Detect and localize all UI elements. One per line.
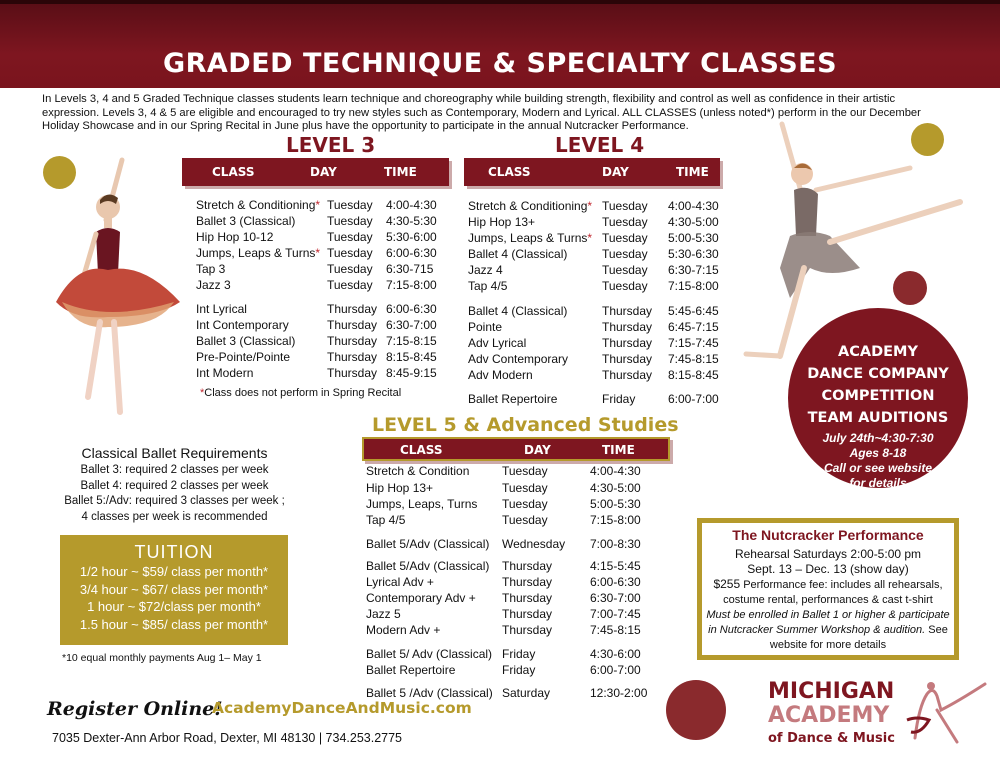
- class-time: 7:15-8:00: [590, 513, 641, 527]
- class-time: 6:00-7:00: [668, 392, 719, 406]
- class-time: 7:15-8:15: [386, 334, 437, 348]
- class-name: Jazz 3: [196, 278, 231, 292]
- logo-line2: ACADEMY: [768, 703, 890, 728]
- class-time: 6:00-6:30: [590, 575, 641, 589]
- class-day: Tuesday: [602, 199, 648, 213]
- audition-call-details: for details: [849, 476, 907, 490]
- class-name: Tap 4/5: [468, 279, 508, 293]
- class-time: 7:15-8:00: [668, 279, 719, 293]
- class-time: 7:15-7:45: [668, 336, 719, 350]
- asterisk-mark: *: [587, 231, 593, 245]
- nutcracker-website-note: See website for more details: [769, 624, 948, 651]
- class-time: 4:15-5:45: [590, 559, 641, 573]
- tuition-line: 1.5 hour ~ $85/ class per month*: [79, 616, 269, 632]
- level5-table-header: [362, 437, 670, 461]
- class-name: Ballet Repertoire: [468, 392, 558, 406]
- tuition-line: 1 hour ~ $72/class per month*: [87, 599, 261, 614]
- class-name: Stretch & Conditioning*: [196, 198, 321, 212]
- level3-header-time: TIME: [384, 165, 417, 179]
- level4-row: [0, 198, 1000, 214]
- class-name: Jazz 5: [366, 607, 401, 621]
- class-day: Thursday: [327, 334, 378, 348]
- class-time: 6:00-7:00: [590, 663, 641, 677]
- class-day: Thursday: [502, 607, 553, 621]
- class-name: Lyrical Adv +: [366, 575, 434, 589]
- class-time: 4:30-5:00: [668, 215, 719, 229]
- class-day: Tuesday: [327, 262, 373, 276]
- class-name: Hip Hop 10-12: [196, 230, 274, 244]
- class-time: 5:45-6:45: [668, 304, 719, 318]
- requirement-line: Ballet 5:/Adv: required 3 classes per week ;: [64, 495, 285, 507]
- class-time: 4:00-4:30: [590, 464, 641, 478]
- class-day: Friday: [602, 392, 636, 406]
- title-banner: [0, 0, 1000, 88]
- audition-line: ACADEMY: [838, 344, 918, 360]
- nutcracker-title: The Nutcracker Performance: [732, 527, 924, 543]
- audition-line: COMPETITION: [821, 388, 935, 404]
- level4-header-day: DAY: [602, 165, 629, 179]
- audition-ages: Ages 8-18: [849, 446, 907, 460]
- class-name: Ballet 5/Adv (Classical): [366, 559, 490, 573]
- intro-paragraph: In Levels 3, 4 and 5 Graded Technique classes students learn technique and choreography while building strength, flexibility and control as well as confidence in their artistic expression. Levels 3, 4 & 5 are eligible and encouraged to try new styles such as Contemporary, Modern and Lyrical. ALL CLASSES (unless noted*) perform in the our December Holiday Showcase and in our Spring Recital in June plus have the opportunity to participate in the annual Nutcracker Performance.: [42, 93, 921, 132]
- class-time: 4:00-4:30: [386, 198, 437, 212]
- class-name: Jumps, Leaps & Turns*: [468, 231, 593, 245]
- class-day: Thursday: [502, 559, 553, 573]
- tuition-line: 3/4 hour ~ $67/ class per month*: [79, 581, 269, 597]
- class-name: Pointe: [468, 320, 503, 334]
- asterisk-mark: *: [587, 199, 593, 213]
- class-name: Hip Hop 13+: [366, 481, 434, 495]
- nutcracker-fee: [702, 577, 954, 608]
- class-time: 5:00-5:30: [590, 497, 641, 511]
- class-day: Friday: [502, 647, 536, 661]
- class-name: Adv Modern: [468, 368, 533, 382]
- audition-line: TEAM AUDITIONS: [807, 410, 949, 426]
- nutcracker-dates: Sept. 13 – Dec. 13 (show day): [747, 562, 909, 576]
- class-day: Saturday: [502, 686, 551, 700]
- class-name: Ballet Repertoire: [366, 663, 456, 677]
- level4-table-header: [464, 158, 720, 186]
- class-name: Ballet 5/ Adv (Classical): [366, 647, 493, 661]
- class-name: Tap 3: [196, 262, 226, 276]
- level5-header-time: TIME: [602, 443, 635, 457]
- asterisk-mark: *: [315, 246, 321, 260]
- asterisk-mark: *: [315, 198, 321, 212]
- audition-date: July 24th~4:30-7:30: [822, 431, 934, 445]
- logo-line1: MICHIGAN: [768, 679, 895, 704]
- class-time: 8:15-8:45: [386, 350, 437, 364]
- class-day: Tuesday: [602, 231, 648, 245]
- class-day: Tuesday: [327, 246, 373, 260]
- level3-header-day: DAY: [310, 165, 337, 179]
- class-day: Tuesday: [327, 230, 373, 244]
- class-time: 7:45-8:15: [668, 352, 719, 366]
- logo-line3: of Dance & Music: [768, 731, 895, 746]
- class-day: Tuesday: [602, 247, 648, 261]
- requirement-line: Ballet 4: required 2 classes per week: [80, 479, 269, 492]
- class-time: 6:30-7:00: [590, 591, 641, 605]
- class-time: 7:00-8:30: [590, 537, 641, 551]
- register-online: Register Online!: [47, 698, 223, 720]
- class-day: Thursday: [602, 304, 653, 318]
- ballet-requirements: [52, 443, 297, 525]
- tuition-box: [60, 535, 288, 645]
- level3-note-star: *: [200, 387, 205, 399]
- level5-title: LEVEL 5 & Advanced Studies: [372, 414, 679, 436]
- nutcracker-fee-amount: $255: [713, 577, 741, 591]
- class-time: 6:30-7:15: [668, 263, 719, 277]
- class-name: Jumps, Leaps & Turns*: [196, 246, 321, 260]
- class-name: Ballet 3 (Classical): [196, 214, 296, 228]
- class-name: Adv Lyrical: [468, 336, 527, 350]
- level3-table-header: [182, 158, 449, 186]
- class-time: 7:15-8:00: [386, 278, 437, 292]
- class-day: Tuesday: [502, 464, 548, 478]
- nutcracker-fee-text: Performance fee: includes all rehearsals, costume rental, performances & cast t-shirt: [723, 579, 943, 606]
- class-name: Ballet 3 (Classical): [196, 334, 296, 348]
- tuition-title: TUITION: [134, 542, 214, 562]
- requirements-title: Classical Ballet Requirements: [81, 445, 268, 461]
- level4-header-time: TIME: [676, 165, 709, 179]
- class-day: Thursday: [502, 575, 553, 589]
- class-name: Int Lyrical: [196, 302, 247, 316]
- level3-header-class: CLASS: [212, 165, 255, 179]
- class-time: 5:30-6:30: [668, 247, 719, 261]
- class-day: Tuesday: [327, 278, 373, 292]
- level4-row: [0, 262, 1000, 278]
- class-day: Tuesday: [327, 214, 373, 228]
- level4-row: [0, 214, 1000, 230]
- class-day: Thursday: [602, 352, 653, 366]
- class-name: Contemporary Adv +: [366, 591, 476, 605]
- level5-header-day: DAY: [524, 443, 551, 457]
- class-day: Thursday: [502, 591, 553, 605]
- level4-title: LEVEL 4: [555, 133, 645, 157]
- class-day: Thursday: [327, 366, 378, 380]
- class-day: Thursday: [502, 623, 553, 637]
- level4-row: [0, 246, 1000, 262]
- class-name: Pre-Pointe/Pointe: [196, 350, 291, 364]
- class-time: 8:45-9:15: [386, 366, 437, 380]
- nutcracker-requirements: [702, 608, 954, 653]
- class-name: Int Modern: [196, 366, 254, 380]
- class-name: Adv Contemporary: [468, 352, 569, 366]
- class-time: 6:30-715: [386, 262, 434, 276]
- class-time: 5:30-6:00: [386, 230, 437, 244]
- website-link[interactable]: AcademyDanceAndMusic.com: [212, 699, 472, 717]
- class-day: Friday: [502, 663, 536, 677]
- class-name: Ballet 4 (Classical): [468, 247, 568, 261]
- payments-note: *10 equal monthly payments Aug 1– May 1: [62, 652, 262, 664]
- address: 7035 Dexter-Ann Arbor Road, Dexter, MI 48130 | 734.253.2775: [52, 731, 402, 745]
- class-day: Tuesday: [602, 263, 648, 277]
- class-time: 6:45-7:15: [668, 320, 719, 334]
- class-day: Thursday: [327, 302, 378, 316]
- requirement-line: 4 classes per week is recommended: [81, 510, 268, 523]
- requirement-line: Ballet 3: required 2 classes per week: [80, 464, 269, 476]
- class-time: 7:00-7:45: [590, 607, 641, 621]
- class-time: 8:15-8:45: [668, 368, 719, 382]
- tuition-line: 1/2 hour ~ $59/ class per month*: [79, 564, 269, 579]
- class-name: Ballet 5/Adv (Classical): [366, 537, 490, 551]
- level4-header-class: CLASS: [488, 165, 531, 179]
- michigan-academy-logo: [765, 676, 995, 776]
- class-day: Tuesday: [502, 497, 548, 511]
- class-time: 4:30-5:30: [386, 214, 437, 228]
- class-time: 12:30-2:00: [590, 686, 648, 700]
- class-day: Thursday: [602, 368, 653, 382]
- class-day: Thursday: [602, 320, 653, 334]
- dancer-logo-icon: [897, 676, 992, 746]
- class-name: Tap 4/5: [366, 513, 406, 527]
- class-name: Stretch & Conditioning*: [468, 199, 593, 213]
- nutcracker-italic: Must be enrolled in Ballet 1 or higher & participate in Nutcracker Summer Workshop & audition.: [706, 609, 950, 636]
- class-name: Int Contemporary: [196, 318, 289, 332]
- class-time: 4:30-5:00: [590, 481, 641, 495]
- class-day: Thursday: [602, 336, 653, 350]
- audition-call: Call or see website: [823, 461, 933, 475]
- class-day: Wednesday: [502, 537, 566, 551]
- class-name: Jumps, Leaps, Turns: [366, 497, 478, 511]
- class-time: 6:00-6:30: [386, 302, 437, 316]
- page-title: GRADED TECHNIQUE & SPECIALTY CLASSES: [162, 48, 838, 79]
- level5-header-class: CLASS: [400, 443, 443, 457]
- class-day: Thursday: [327, 318, 378, 332]
- class-time: 4:00-4:30: [668, 199, 719, 213]
- class-time: 7:45-8:15: [590, 623, 641, 637]
- class-time: 4:30-6:00: [590, 647, 641, 661]
- class-day: Tuesday: [602, 215, 648, 229]
- class-name: Ballet 5 /Adv (Classical): [366, 686, 493, 700]
- level3-title: LEVEL 3: [286, 133, 376, 157]
- class-time: 6:30-7:00: [386, 318, 437, 332]
- class-time: 5:00-5:30: [668, 231, 719, 245]
- nutcracker-rehearsal: Rehearsal Saturdays 2:00-5:00 pm: [734, 547, 922, 561]
- class-name: Modern Adv +: [366, 623, 441, 637]
- level4-row: [0, 278, 1000, 294]
- class-day: Tuesday: [602, 279, 648, 293]
- class-day: Tuesday: [327, 198, 373, 212]
- class-name: Ballet 4 (Classical): [468, 304, 568, 318]
- audition-line: DANCE COMPANY: [807, 366, 949, 382]
- level3-note-text: Class does not perform in Spring Recital: [204, 387, 402, 399]
- class-time: 6:00-6:30: [386, 246, 437, 260]
- class-day: Tuesday: [502, 481, 548, 495]
- level4-row: [0, 230, 1000, 246]
- class-day: Tuesday: [502, 513, 548, 527]
- class-name: Hip Hop 13+: [468, 215, 536, 229]
- class-day: Thursday: [327, 350, 378, 364]
- audition-badge: [788, 308, 968, 488]
- class-name: Stretch & Condition: [366, 464, 470, 478]
- nutcracker-box: [697, 518, 959, 660]
- class-name: Jazz 4: [468, 263, 503, 277]
